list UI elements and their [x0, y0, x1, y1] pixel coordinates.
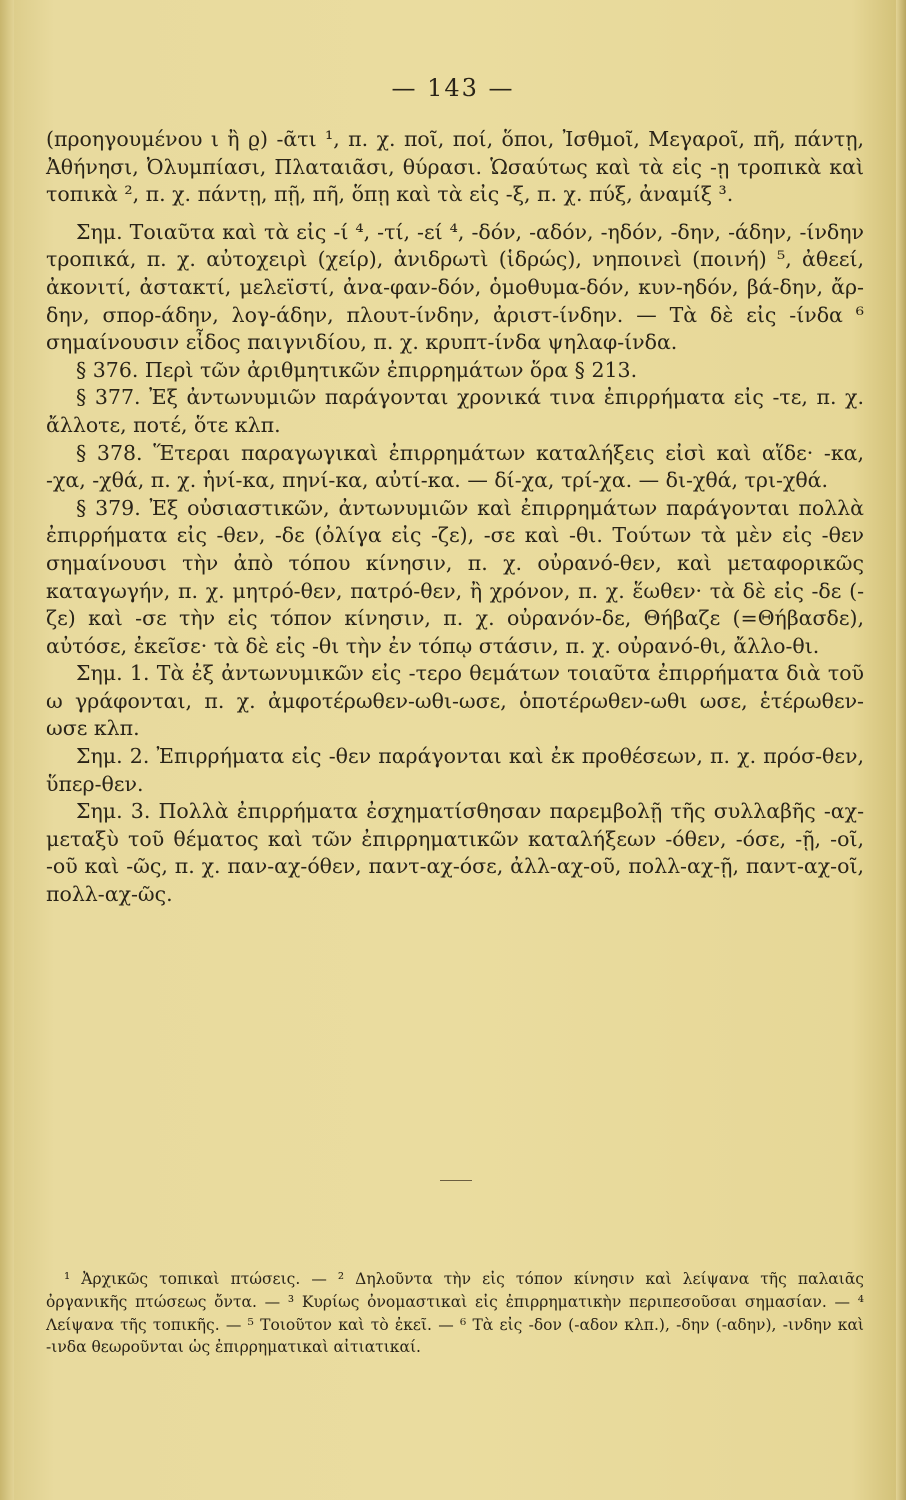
footnote-separator: [440, 1180, 472, 1181]
footnotes: [46, 1268, 864, 1359]
paragraph-376: § 376. Περὶ τῶν ἀριθμητικῶν ἐπιρρημάτων ὅρα § 213.: [76, 357, 638, 382]
main-text: [46, 126, 864, 909]
paragraph-377: § 377. Ἐξ ἀντωνυμιῶν παράγονται χρονικά τινα ἐπιρρήματα εἰς -τε, π. χ. ἄλλοτε, ποτέ, ὅτε κλπ.: [46, 385, 864, 437]
footnote-text: ¹ Ἀρχικῶς τοπικαὶ πτώσεις. — ² Δηλοῦντα τὴν εἰς τόπον κίνησιν καὶ λείψανα τῆς παλαιᾶς ὀργανικῆς πτώσεως ὄντα. — ³ Κυρίως ὀνομαστικαὶ εἰς ἐπιρρηματικὴν περιπεσοῦσαι σημασίαν. — ⁴ Λείψανα τῆς τοπικῆς. — ⁵ Τοιοῦτον καὶ τὸ ἐκεῖ. — ⁶ Τὰ εἰς -δον (-αδον κλπ.), -δην (-αδην), -ινδην καὶ -ινδα θεωροῦνται ὡς ἐπιρρηματικαὶ αἰτιατικαί.: [46, 1270, 864, 1357]
paragraph-378: § 378. Ἕτεραι παραγωγικαὶ ἐπιρρημάτων καταλήξεις εἰσὶ καὶ αἵδε· -κα, -χα, -χθά, π. χ. ἡνί-κα, πηνί-κα, αὐτί-κα. — δί-χα, τρί-χα. — δι-χθά, τρι-χθά.: [46, 440, 864, 493]
paragraph-note: Σημ. Τοιαῦτα καὶ τὰ εἰς -ί ⁴, -τί, -εί ⁴, -δόν, -αδόν, -ηδόν, -δην, -άδην, -ίνδην τροπικά, π. χ. αὐτοχειρὶ (χείρ), ἀνιδρωτὶ (ἱδρώς), νηποινεὶ (ποινή) ⁵, ἀθεεί, ἀκονιτί, ἀστακτί, μελεϊστί, ἀνα-φαν-δόν, ὁμοθυμα-δόν, κυν-ηδόν, βά-δην, ἄρ-δην, σπορ-άδην, λογ-άδην, πλουτ-ίνδην, ἀριστ-ίνδην. — Τὰ δὲ εἰς -ίνδα ⁶ σημαίνουσιν εἶδος παιγνιδίου, π. χ. κρυπτ-ίνδα ψηλαφ-ίνδα.: [46, 219, 864, 355]
paragraph-note-1: Σημ. 1. Τὰ ἐξ ἀντωνυμικῶν εἰς -τερο θεμάτων τοιαῦτα ἐπιρρήματα διὰ τοῦ ω γράφονται, π. χ. ἀμφοτέρωθεν-ωθι-ωσε, ὁποτέρωθεν-ωθι ωσε, ἑτέρωθεν-ωσε κλπ.: [46, 661, 864, 741]
page-edge-left: [0, 0, 14, 1500]
paragraph-note-2: Σημ. 2. Ἐπιρρήματα εἰς -θεν παράγονται καὶ ἐκ προθέσεων, π. χ. πρόσ-θεν, ὕπερ-θεν.: [46, 744, 864, 796]
paragraph-379: § 379. Ἐξ οὐσιαστικῶν, ἀντωνυμιῶν καὶ ἐπιρρημάτων παράγονται πολλὰ ἐπιρρήματα εἰς -θεν, -δε (ὀλίγα εἰς -ζε), -σε καὶ -θι. Τούτων τὰ μὲν εἰς -θεν σημαίνουσι τὴν ἀπὸ τόπου κίνησιν, π. χ. οὐρανό-θεν, καὶ μεταφορικῶς καταγωγήν, π. χ. μητρό-θεν, πατρό-θεν, ἢ χρόνον, π. χ. ἕωθεν· τὰ δὲ εἰς -δε (-ζε) καὶ -σε τὴν εἰς τόπον κίνησιν, π. χ. οὐρανόν-δε, Θήβαζε (=Θήβασδε), αὐτόσε, ἐκεῖσε· τὰ δὲ εἰς -θι τὴν ἐν τόπῳ στάσιν, π. χ. οὐρανό-θι, ἄλλο-θι.: [46, 495, 864, 658]
paragraph-continuation: (προηγουμένου ι ἢ ϱ) -ᾶτι ¹, π. χ. ποῖ, ποί, ὅποι, Ἰσθμοῖ, Μεγαροῖ, πῆ, πάντῃ, Ἀθήνησι, Ὀλυμπίασι, Πλαταιᾶσι, θύρασι. Ὡσαύτως καὶ τὰ εἰς -ῃ τροπικὰ καὶ τοπικὰ ², π. χ. πάντῃ, πῇ, πῆ, ὅπῃ καὶ τὰ εἰς -ξ, π. χ. πύξ, ἀναμίξ ³.: [46, 127, 864, 207]
page-edge-right: [896, 0, 906, 1500]
page-number: — 143 —: [391, 74, 515, 102]
paragraph-note-3: Σημ. 3. Πολλὰ ἐπιρρήματα ἐσχηματίσθησαν παρεμβολῇ τῆς συλλαβῆς -αχ- μεταξὺ τοῦ θέματος καὶ τῶν ἐπιρρηματικῶν καταλήξεων -όθεν, -όσε, -ῇ, -οῖ, -οῦ καὶ -ῶς, π. χ. παν-αχ-όθεν, παντ-αχ-όσε, ἀλλ-αχ-οῦ, πολλ-αχ-ῇ, παντ-αχ-οῖ, πολλ-αχ-ῶς.: [46, 799, 864, 907]
